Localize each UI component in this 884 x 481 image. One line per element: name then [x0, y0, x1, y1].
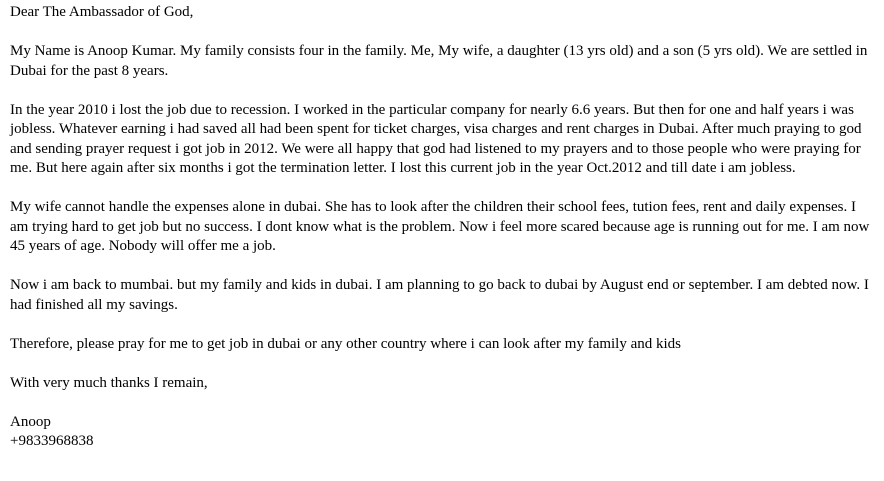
paragraph-family: My Name is Anoop Kumar. My family consists four in the family. Me, My wife, a daughter (13 yrs old) and a son (5 yrs old). We are settled in Dubai for the past 8 years. — [10, 43, 868, 79]
salutation: Dear The Ambassador of God, — [10, 4, 194, 20]
signature-name: Anoop — [10, 413, 51, 430]
paragraph-job-loss: In the year 2010 i lost the job due to recession. I worked in the particular company for nearly 6.6 years. But then for one and half years i was jobless. Whatever earning i had saved all had been spent for ticket charges, visa charges and rent charges in Dubai. After much praying to god and sending prayer request i got job in 2012. We were all happy that god had listened to my prayers and to those people who were praying for me. But here again after six months i got the termination letter. I lost this current job in the year Oct.2012 and till date i am jobless. — [10, 101, 862, 176]
signature-phone: +9833968838 — [10, 433, 94, 449]
paragraph-mumbai: Now i am back to mumbai. but my family and kids in dubai. I am planning to go back to dubai by August end or september. I am debted now. I had finished all my savings. — [10, 277, 869, 313]
closing: With very much thanks I remain, — [10, 374, 208, 391]
paragraph-prayer-request: Therefore, please pray for me to get job in dubai or any other country where i can look after my family and kids — [10, 335, 682, 352]
paragraph-expenses: My wife cannot handle the expenses alone in dubai. She has to look after the children their school fees, tution fees, rent and daily expenses. I am trying hard to get job but no success. I dont know what is the problem. Now i feel more scared because age is running out for me. I am now 45 years of age. Nobody will offer me a job. — [10, 199, 870, 254]
letter-body — [10, 3, 876, 452]
